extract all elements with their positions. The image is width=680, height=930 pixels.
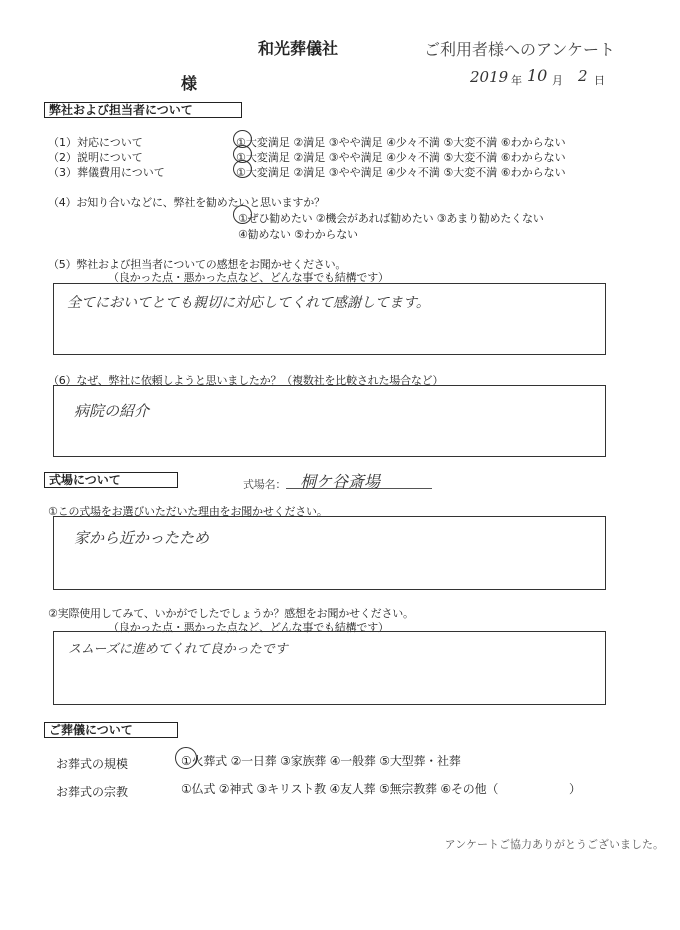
rating-label: （1）対応について	[48, 136, 143, 149]
religion-label: お葬式の宗教	[56, 785, 129, 799]
q4-options-line1: ①ぜひ勧めたい ②機会があれば勧めたい ③あまり勧めたくない	[238, 212, 544, 225]
footer-thanks: アンケートご協力ありがとうございました。	[444, 838, 664, 851]
company-name: 和光葬儀社	[258, 39, 339, 58]
date-day-unit: 日	[594, 74, 605, 87]
q5-text: （5）弊社および担当者についての感想をお聞かせください。	[48, 258, 347, 271]
date-day: 2	[578, 67, 588, 85]
survey-title: ご利用者様へのアンケート	[424, 40, 616, 59]
rating-options: ①大変満足 ②満足 ③やや満足 ④少々不満 ⑤大変不満 ⑥わからない	[236, 136, 566, 149]
rating-options: ①大変満足 ②満足 ③やや満足 ④少々不満 ⑤大変不満 ⑥わからない	[236, 166, 566, 179]
section-title-venue: 式場について	[44, 472, 178, 488]
date-year-unit: 年	[511, 74, 522, 87]
q5-subtext: （良かった点・悪かった点など、どんな事でも結構です）	[108, 271, 389, 284]
religion-options: ①仏式 ②神式 ③キリスト教 ④友人葬 ⑤無宗教葬 ⑥その他（ ）	[181, 782, 581, 796]
rating-label: （2）説明について	[48, 151, 143, 164]
selection-circle	[175, 747, 197, 769]
q6-answer: 病院の紹介	[74, 402, 150, 420]
q4-options-line2: ④勧めない ⑤わからない	[238, 228, 358, 241]
date-month-unit: 月	[552, 74, 563, 87]
date-year: 2019	[470, 68, 509, 86]
venue-q2-text: ②実際使用してみて、いかがでしたでしょうか？感想をお聞かせください。	[48, 607, 414, 620]
venue-value: 桐ケ谷斎場	[300, 472, 381, 491]
selection-circle	[233, 205, 252, 224]
scale-label: お葬式の規模	[56, 757, 129, 771]
rating-row	[48, 149, 566, 165]
section-title-staff: 弊社および担当者について	[44, 102, 242, 118]
venue-q2-subtext: （良かった点・悪かった点など、どんな事でも結構です）	[108, 621, 389, 634]
venue-q1-answer: 家から近かったため	[74, 529, 210, 547]
q6-text: （6）なぜ、弊社に依頼しようと思いましたか？（複数社を比較された場合など）	[48, 374, 444, 387]
venue-q2-answer: スムーズに進めてくれて良かったです	[68, 642, 288, 657]
section-title-funeral: ご葬儀について	[44, 722, 178, 738]
q6-answer-box	[53, 385, 606, 457]
selection-circle	[233, 160, 252, 178]
honorific: 様	[181, 74, 198, 93]
date-month: 10	[527, 66, 548, 85]
rating-row	[48, 134, 566, 150]
venue-label: 式場名：	[243, 478, 287, 491]
venue-underline	[286, 488, 432, 489]
venue-q1-answer-box	[53, 516, 606, 590]
rating-row	[48, 164, 566, 180]
venue-q1-text: ①この式場をお選びいただいた理由をお聞かせください。	[48, 505, 328, 518]
q5-answer: 全てにおいてとても親切に対応してくれて感謝してます。	[67, 295, 430, 311]
rating-options: ①大変満足 ②満足 ③やや満足 ④少々不満 ⑤大変不満 ⑥わからない	[236, 151, 566, 164]
venue-q2-answer-box	[53, 631, 606, 705]
rating-label: （3）葬儀費用について	[48, 166, 165, 179]
scale-options: ①火葬式 ②一日葬 ③家族葬 ④一般葬 ⑤大型葬・社葬	[181, 754, 461, 768]
q5-answer-box	[53, 283, 606, 355]
q4-text: （4）お知り合いなどに、弊社を勧めたいと思いますか？	[48, 196, 325, 209]
